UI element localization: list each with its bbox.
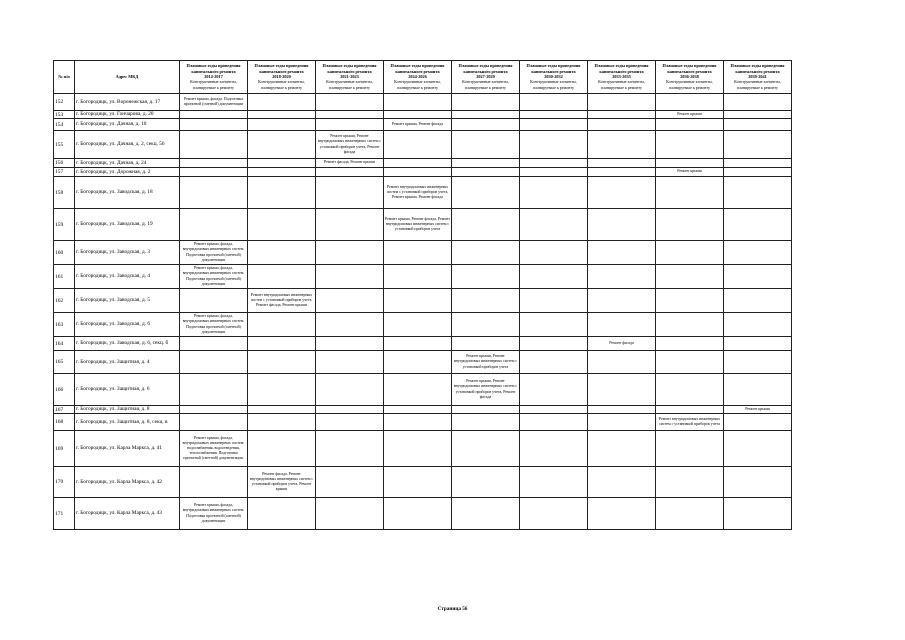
work-cell [588, 168, 656, 177]
table-row [54, 374, 792, 406]
work-cell [384, 265, 452, 289]
work-cell [180, 374, 248, 406]
work-cell [180, 168, 248, 177]
period-title: Плановые годы проведения капитального ремонта [186, 63, 241, 74]
work-cell [520, 159, 588, 168]
work-cell [316, 94, 384, 111]
row-number: 153 [54, 111, 75, 119]
work-cell [316, 241, 384, 265]
work-cell [520, 351, 588, 374]
work-cell [656, 94, 724, 111]
period-subheader: Конструктивные элементы, планируемые к ремонту [190, 79, 237, 91]
row-address: г. Богородицк, ул. Защитная, д. 8, секц. в [75, 414, 180, 431]
work-cell [520, 431, 588, 467]
work-cell [656, 313, 724, 337]
work-cell [180, 131, 248, 159]
period-header [724, 61, 792, 94]
row-address: г. Богородицк, ул. Гончарова, д. 20 [75, 111, 180, 119]
work-cell [316, 374, 384, 406]
period-title: Плановые годы проведения капитального ремонта [458, 63, 513, 74]
work-cell [248, 406, 316, 414]
work-cell [384, 374, 452, 406]
work-cell [452, 119, 520, 131]
work-cell [452, 431, 520, 467]
work-cell [180, 414, 248, 431]
period-header [656, 61, 724, 94]
period-title: Плановые годы проведения капитального ремонта [254, 63, 309, 74]
row-number: 156 [54, 159, 75, 168]
work-cell [724, 313, 792, 337]
work-cell [588, 374, 656, 406]
table-row [54, 414, 792, 431]
work-cell [248, 168, 316, 177]
row-number: 166 [54, 374, 75, 406]
work-cell [588, 414, 656, 431]
work-cell [248, 241, 316, 265]
work-cell [384, 313, 452, 337]
work-cell [316, 168, 384, 177]
work-cell [520, 131, 588, 159]
row-address: г. Богородицк, ул. Дорожная, д. 2 [75, 168, 180, 177]
work-cell [384, 414, 452, 431]
work-cell [520, 289, 588, 313]
period-title: Плановые годы проведения капитального ремонта [390, 63, 445, 74]
work-cell [520, 337, 588, 351]
work-cell [180, 467, 248, 498]
work-cell [724, 265, 792, 289]
work-cell [180, 159, 248, 168]
table-row [54, 131, 792, 159]
row-address: г. Богородицк, ул. Защитная, д. 4 [75, 351, 180, 374]
work-cell: Ремонт крыши, Ремонт внутридомовых инженерных систем с установкой приборов учета, Ремонт фасада [316, 131, 384, 159]
work-cell: Ремонт крыши [724, 406, 792, 414]
work-cell [180, 337, 248, 351]
table-row [54, 265, 792, 289]
work-cell [520, 467, 588, 498]
schedule-table [53, 60, 792, 530]
work-cell [316, 209, 384, 241]
work-cell [588, 498, 656, 530]
work-cell [520, 168, 588, 177]
work-cell [316, 119, 384, 131]
work-cell [656, 209, 724, 241]
work-cell [520, 374, 588, 406]
work-cell [384, 111, 452, 119]
work-cell [384, 168, 452, 177]
row-number: 163 [54, 313, 75, 337]
table-row [54, 289, 792, 313]
work-cell [452, 168, 520, 177]
period-years: 2024-2026 [408, 73, 427, 79]
work-cell [588, 159, 656, 168]
work-cell [656, 374, 724, 406]
work-cell: Ремонт крыши, Ремонт внутридомовых инженерных систем с установкой приборов учета [452, 351, 520, 374]
work-cell [180, 351, 248, 374]
period-subheader: Конструктивные элементы, планируемые к ремонту [666, 79, 713, 91]
work-cell [452, 337, 520, 351]
period-title: Плановые годы проведения капитального ремонта [322, 63, 377, 74]
period-subheader: Конструктивные элементы, планируемые к ремонту [598, 79, 645, 91]
work-cell [316, 265, 384, 289]
period-subheader: Конструктивные элементы, планируемые к ремонту [394, 79, 441, 91]
row-number: 168 [54, 414, 75, 431]
work-cell [316, 431, 384, 467]
period-header [520, 61, 588, 94]
work-cell [452, 159, 520, 168]
work-cell [316, 498, 384, 530]
row-address: г. Богородицк, ул. Дачная, д. 2, секц. 56 [75, 131, 180, 159]
row-number: 158 [54, 177, 75, 209]
table-row [54, 406, 792, 414]
work-cell [384, 337, 452, 351]
period-header [384, 61, 452, 94]
work-cell [724, 431, 792, 467]
period-years: 2030-2032 [544, 73, 563, 79]
work-cell [656, 337, 724, 351]
work-cell [384, 351, 452, 374]
work-cell [656, 431, 724, 467]
row-number: 159 [54, 209, 75, 241]
work-cell [588, 209, 656, 241]
period-subheader: Конструктивные элементы, планируемые к ремонту [530, 79, 577, 91]
work-cell [248, 209, 316, 241]
work-cell [452, 209, 520, 241]
col-num-header: № п/п [54, 61, 75, 94]
row-number: 171 [54, 498, 75, 530]
work-cell [452, 406, 520, 414]
table-row [54, 313, 792, 337]
work-cell: Ремонт крыши [656, 111, 724, 119]
work-cell [384, 131, 452, 159]
work-cell [520, 111, 588, 119]
row-address: г. Богородицк, ул. Заводская, д. 19 [75, 209, 180, 241]
work-cell [588, 241, 656, 265]
work-cell [588, 289, 656, 313]
work-cell [452, 94, 520, 111]
row-address: г. Богородицк, ул. Дачная, д. 10 [75, 119, 180, 131]
work-cell [724, 131, 792, 159]
table-row [54, 111, 792, 119]
work-cell [724, 94, 792, 111]
row-number: 165 [54, 351, 75, 374]
row-number: 170 [54, 467, 75, 498]
table-row [54, 498, 792, 530]
row-address: г. Богородицк, ул. Заводская, д. 4 [75, 265, 180, 289]
work-cell [316, 177, 384, 209]
work-cell [248, 351, 316, 374]
col-address-header: Адрес МКД [75, 61, 180, 94]
work-cell [724, 337, 792, 351]
work-cell [452, 131, 520, 159]
row-address: г. Богородицк, ул. Карла Маркса, д. 41 [75, 431, 180, 467]
period-years: 2036-2038 [680, 73, 699, 79]
row-address: г. Богородицк, ул. Заводская, д. 3 [75, 241, 180, 265]
period-title: Плановые годы проведения капитального ремонта [526, 63, 581, 74]
work-cell [452, 289, 520, 313]
table-row [54, 168, 792, 177]
work-cell [724, 177, 792, 209]
work-cell [452, 111, 520, 119]
work-cell [248, 119, 316, 131]
table-row [54, 241, 792, 265]
work-cell [588, 94, 656, 111]
work-cell [520, 265, 588, 289]
page-footer: Страница 56 [437, 606, 468, 612]
work-cell [180, 209, 248, 241]
work-cell: Ремонт фасада, Ремонт внутридомовых инженерных систем с установкой приборов учета, Ремонт крыши [248, 467, 316, 498]
work-cell [248, 159, 316, 168]
work-cell: Ремонт крыши, фасада, внутридомовых инженерных систем. Подготовка проектной (сметной) документации [180, 241, 248, 265]
work-cell [520, 414, 588, 431]
work-cell [384, 289, 452, 313]
work-cell [248, 265, 316, 289]
period-years: 2018-2020 [272, 73, 291, 79]
work-cell: Ремонт крыши, фасада, внутридомовых инженерных систем: водоснабжения, водоотведения, теплоснабжения. Подготовка проектной (сметной) документации. [180, 431, 248, 467]
work-cell [588, 313, 656, 337]
work-cell [656, 119, 724, 131]
row-number: 164 [54, 337, 75, 351]
work-cell [724, 159, 792, 168]
work-cell [588, 111, 656, 119]
row-address: г. Богородицк, ул. Воронежская, д. 17 [75, 94, 180, 111]
row-number: 155 [54, 131, 75, 159]
work-cell [248, 313, 316, 337]
work-cell [384, 498, 452, 530]
work-cell [724, 119, 792, 131]
work-cell [452, 498, 520, 530]
work-cell [588, 467, 656, 498]
work-cell [248, 94, 316, 111]
work-cell [520, 177, 588, 209]
row-number: 154 [54, 119, 75, 131]
work-cell [656, 131, 724, 159]
work-cell [724, 168, 792, 177]
table-row [54, 119, 792, 131]
row-number: 161 [54, 265, 75, 289]
header-row [54, 61, 792, 94]
work-cell: Ремонт крыши, Ремонт фасада [384, 119, 452, 131]
period-header [316, 61, 384, 94]
table-row [54, 209, 792, 241]
work-cell [724, 498, 792, 530]
work-cell [656, 265, 724, 289]
row-address: г. Богородицк, ул. Дачная, д. 24 [75, 159, 180, 168]
period-years: 2033-2035 [612, 73, 631, 79]
table-row [54, 467, 792, 498]
work-cell [248, 414, 316, 431]
work-cell: Ремонт внутридомовых инженерных систем с установкой приборов учета, Ремонт крыши, Ремонт фасада [384, 177, 452, 209]
period-title: Плановые годы проведения капитального ремонта [594, 63, 649, 74]
period-title: Плановые годы проведения капитального ремонта [662, 63, 717, 74]
work-cell [452, 467, 520, 498]
work-cell [656, 289, 724, 313]
work-cell [248, 111, 316, 119]
row-number: 169 [54, 431, 75, 467]
work-cell: Ремонт крыши [656, 168, 724, 177]
work-cell [520, 209, 588, 241]
work-cell [656, 467, 724, 498]
work-cell [248, 131, 316, 159]
work-cell [656, 159, 724, 168]
work-cell: Ремонт фасада [588, 337, 656, 351]
work-cell [384, 431, 452, 467]
work-cell [316, 414, 384, 431]
work-cell [452, 241, 520, 265]
work-cell [452, 313, 520, 337]
work-cell [316, 313, 384, 337]
row-number: 160 [54, 241, 75, 265]
table-row [54, 159, 792, 168]
table-body [54, 94, 792, 530]
work-cell [316, 351, 384, 374]
work-cell: Ремонт крыши, фасада, внутридомовых инженерных систем. Подготовка проектной (сметной) документации [180, 265, 248, 289]
work-cell: Ремонт крыши, Ремонт внутридомовых инженерных систем с установкой приборов учета, Ремонт фасада [452, 374, 520, 406]
work-cell: Ремонт крыши, Ремонт фасада, Ремонт внутридомовых инженерных систем с установкой приборов учета [384, 209, 452, 241]
row-address: г. Богородицк, ул. Защитная, д. 6 [75, 374, 180, 406]
work-cell [656, 406, 724, 414]
work-cell: Ремонт внутридомовых инженерных систем с установкой приборов учета, Ремонт фасада, Ремонт крыши [248, 289, 316, 313]
work-cell [724, 241, 792, 265]
period-subheader: Конструктивные элементы, планируемые к ремонту [462, 79, 509, 91]
work-cell [656, 241, 724, 265]
period-years: 2039-2041 [748, 73, 767, 79]
work-cell [180, 177, 248, 209]
work-cell [180, 406, 248, 414]
table-row [54, 94, 792, 111]
work-cell [248, 177, 316, 209]
work-cell [520, 406, 588, 414]
work-cell [384, 159, 452, 168]
work-cell [384, 406, 452, 414]
work-cell [248, 374, 316, 406]
work-cell [724, 467, 792, 498]
period-header [180, 61, 248, 94]
work-cell [180, 111, 248, 119]
row-number: 162 [54, 289, 75, 313]
period-header [248, 61, 316, 94]
period-subheader: Конструктивные элементы, планируемые к ремонту [326, 79, 373, 91]
work-cell [588, 351, 656, 374]
period-years: 2027-2029 [476, 73, 495, 79]
period-subheader: Конструктивные элементы, планируемые к ремонту [258, 79, 305, 91]
work-cell [248, 337, 316, 351]
work-cell [724, 289, 792, 313]
work-cell [384, 94, 452, 111]
period-header [452, 61, 520, 94]
row-number: 157 [54, 168, 75, 177]
row-address: г. Богородицк, ул. Заводская, д. 5 [75, 289, 180, 313]
work-cell [588, 119, 656, 131]
work-cell [520, 313, 588, 337]
period-years: 2021-2023 [340, 73, 359, 79]
work-cell [452, 265, 520, 289]
work-cell: Ремонт крыши, фасада, внутридомовых инженерных систем. Подготовка проектной (сметной) документации [180, 313, 248, 337]
work-cell [316, 337, 384, 351]
work-cell [180, 119, 248, 131]
work-cell [656, 498, 724, 530]
row-address: г. Богородицк, ул. Карла Маркса, д. 43 [75, 498, 180, 530]
work-cell [520, 498, 588, 530]
work-cell [520, 119, 588, 131]
row-address: г. Богородицк, ул. Заводская, д. 6, секц. б [75, 337, 180, 351]
work-cell [316, 111, 384, 119]
period-years: 2014-2017 [204, 73, 223, 79]
row-number: 167 [54, 406, 75, 414]
work-cell [520, 94, 588, 111]
row-address: г. Богородицк, ул. Защитная, д. 8 [75, 406, 180, 414]
work-cell [520, 241, 588, 265]
work-cell [588, 406, 656, 414]
period-header [588, 61, 656, 94]
work-cell [248, 498, 316, 530]
period-title: Плановые годы проведения капитального ремонта [730, 63, 785, 74]
work-cell [588, 177, 656, 209]
row-number: 152 [54, 94, 75, 111]
work-cell [724, 351, 792, 374]
work-cell [248, 431, 316, 467]
work-cell [316, 289, 384, 313]
work-cell [588, 431, 656, 467]
work-cell [452, 414, 520, 431]
work-cell [724, 374, 792, 406]
work-cell [384, 467, 452, 498]
table-row [54, 431, 792, 467]
work-cell: Ремонт фасада, Ремонт крыши [316, 159, 384, 168]
work-cell [724, 209, 792, 241]
work-cell [724, 414, 792, 431]
work-cell [452, 177, 520, 209]
work-cell [588, 131, 656, 159]
table-row [54, 337, 792, 351]
row-address: г. Богородицк, ул. Заводская, д. 6 [75, 313, 180, 337]
work-cell [316, 467, 384, 498]
row-address: г. Богородицк, ул. Карла Маркса, д. 42 [75, 467, 180, 498]
work-cell [724, 111, 792, 119]
work-cell [316, 406, 384, 414]
work-cell [656, 177, 724, 209]
row-address: г. Богородицк, ул. Заводская, д. 18 [75, 177, 180, 209]
work-cell [180, 289, 248, 313]
work-cell: Ремонт крыши, фасада, внутридомовых инженерных систем. Подготовка проектной (сметной) документации [180, 498, 248, 530]
work-cell [656, 351, 724, 374]
period-subheader: Конструктивные элементы, планируемые к ремонту [734, 79, 781, 91]
work-cell: Ремонт крыши, фасада. Подготовка проектной (сметной) документации [180, 94, 248, 111]
work-cell [588, 265, 656, 289]
table-row [54, 351, 792, 374]
work-cell [384, 241, 452, 265]
work-cell: Ремонт внутридомовых инженерных систем с установкой приборов учета [656, 414, 724, 431]
table-row [54, 177, 792, 209]
